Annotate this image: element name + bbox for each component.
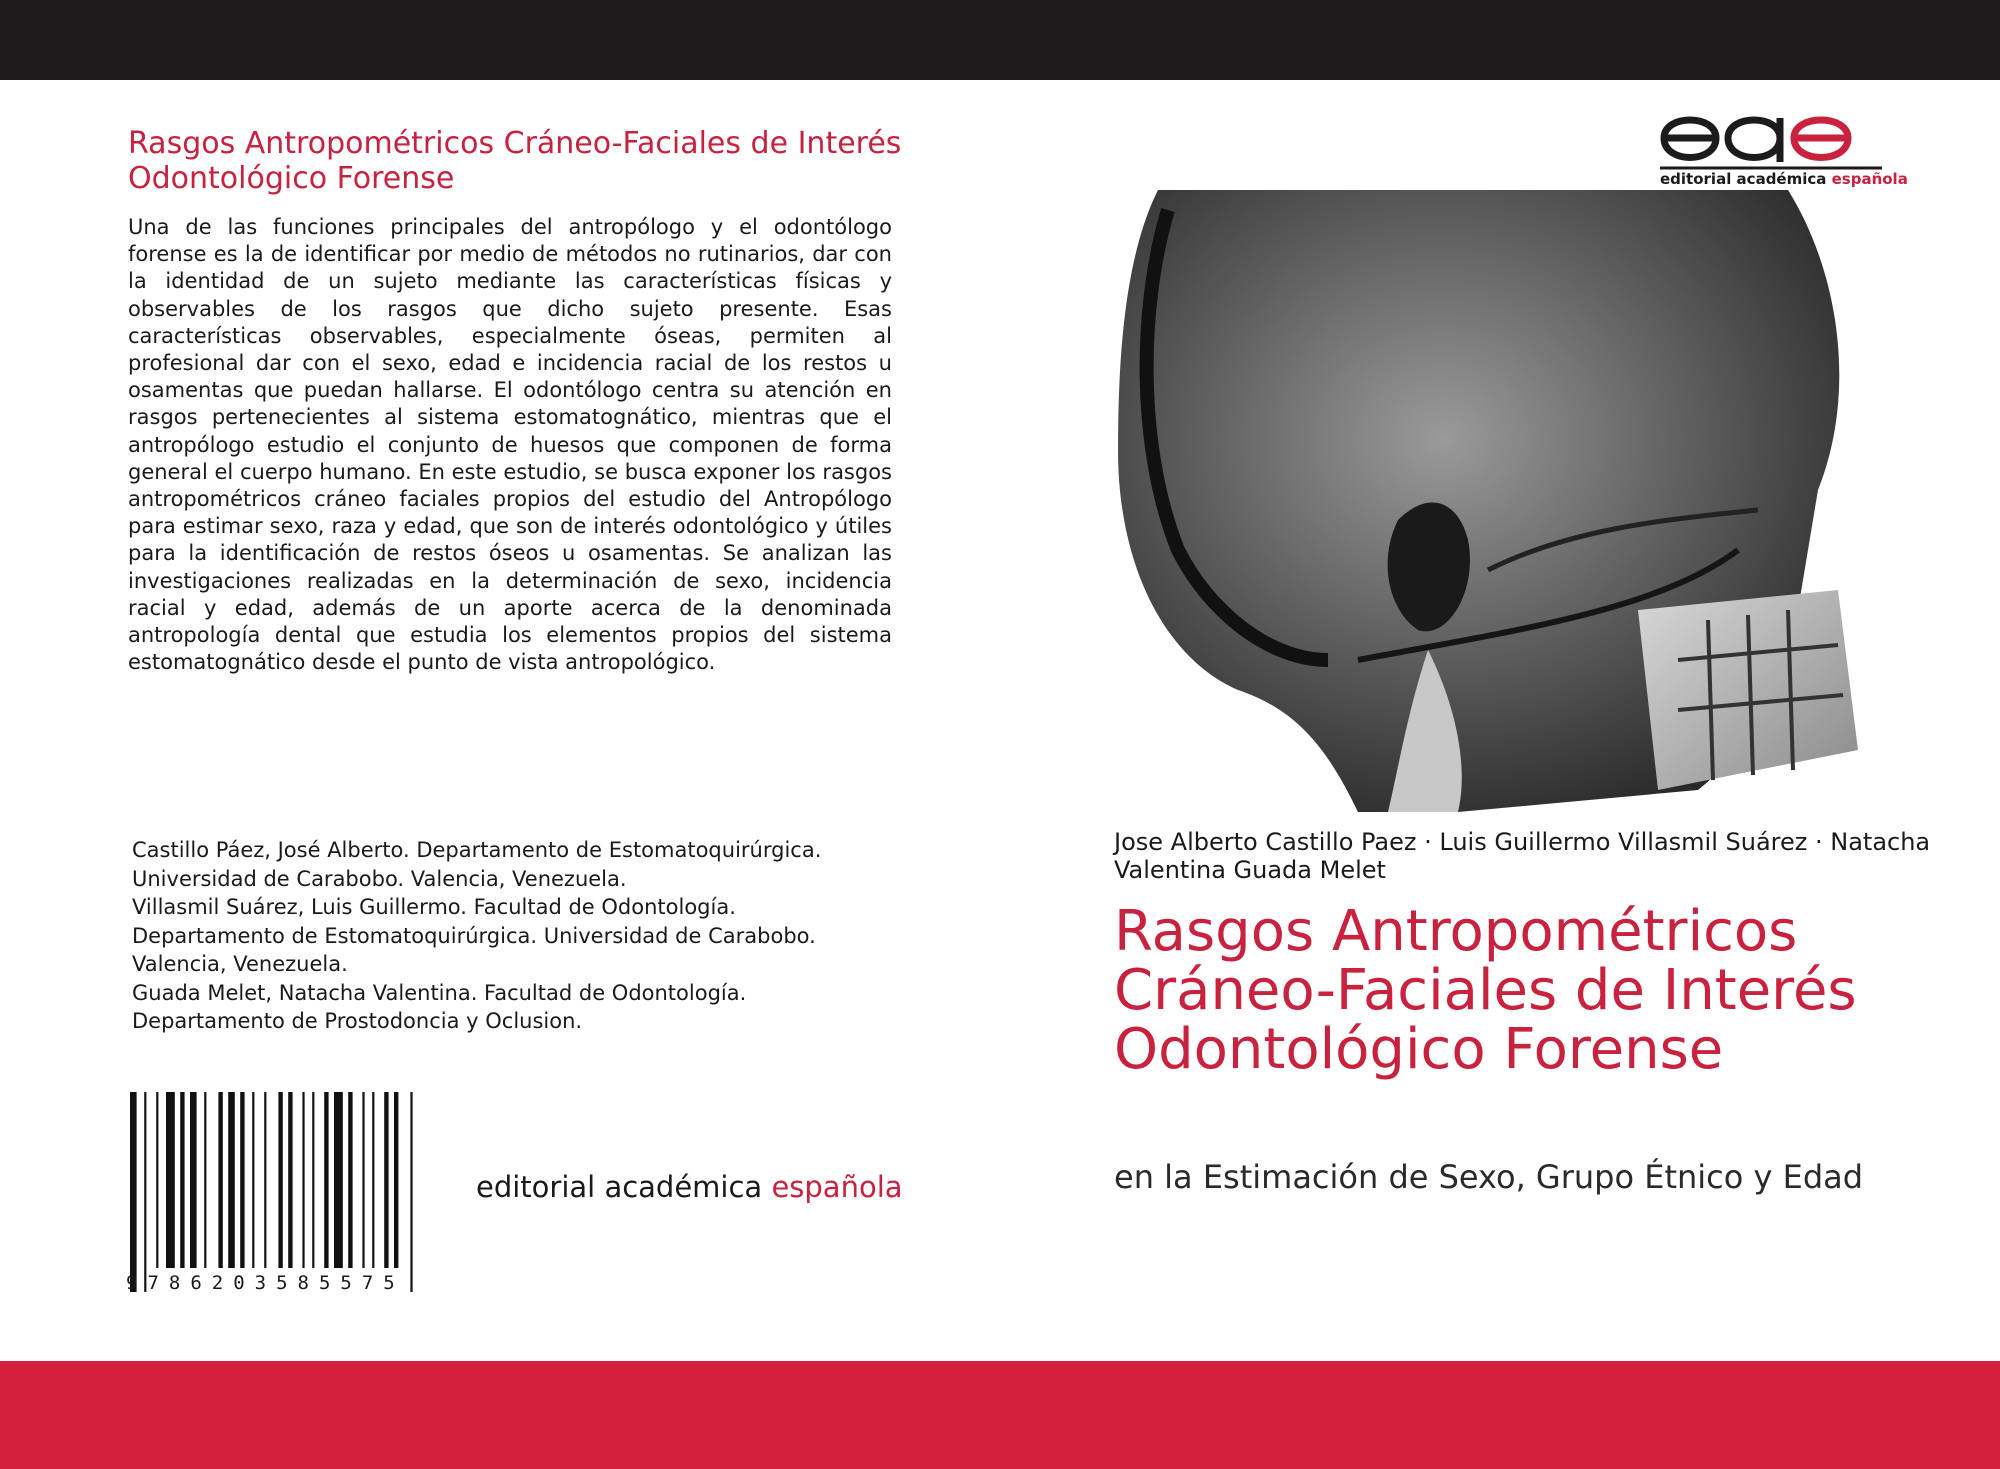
barcode-bar bbox=[190, 1092, 197, 1268]
barcode-bar bbox=[334, 1092, 343, 1268]
barcode-bar bbox=[312, 1092, 314, 1268]
logo-name-accent: española bbox=[1831, 170, 1908, 188]
publisher-name-accent: española bbox=[771, 1170, 903, 1204]
barcode-bar bbox=[240, 1092, 244, 1268]
front-cover-subtitle: en la Estimación de Sexo, Grupo Étnico y Edad bbox=[1114, 1158, 1864, 1196]
barcode-bar bbox=[324, 1092, 328, 1268]
barcode-bar bbox=[278, 1092, 282, 1268]
author-bio-line: Villasmil Suárez, Luis Guillermo. Facultad de Odontología. bbox=[132, 895, 736, 919]
barcode-bar bbox=[410, 1092, 412, 1292]
back-cover-blurb: Una de las funciones principales del antropólogo y el odontólogo forense es la de identificar por medio de métodos no rutinarios, dar con la identidad de un sujeto mediante las características físicas y observables de los rasgos que dicho sujeto presente. Esas características observables, especialmente óseas, permiten al profesional dar con el sexo, edad e incidencia racial de los restos u osamentas que puedan hallarse. El odontólogo centra su atención en rasgos pertenecientes al sistema estomatognático, mientras que el antropólogo estudio el conjunto de huesos que componen de forma general el cuerpo humano. En este estudio, se busca exponer los rasgos antropométricos cráneo faciales propios del estudio del Antropólogo para estimar sexo, raza y edad, que son de interés odontológico y útiles para la identificación de restos óseos u osamentas. Se analizan las investigaciones realizadas en la determinación de sexo, incidencia racial y edad, además de un aporte acerca de la denominada antropología dental que estudia los elementos propios del sistema estomatognático desde el punto de vista antropológico. bbox=[128, 215, 892, 675]
barcode-bar bbox=[156, 1092, 158, 1268]
back-cover-title: Rasgos Antropométricos Cráneo-Faciales de Interés Odontológico Forense bbox=[128, 126, 902, 196]
author-bio-line: Guada Melet, Natacha Valentina. Facultad de Odontología. bbox=[132, 980, 747, 1005]
top-bar bbox=[0, 0, 2000, 80]
author-bio-line: Castillo Páez, José Alberto. Departamento de Estomatoquirúrgica. bbox=[132, 838, 822, 862]
barcode-bar bbox=[394, 1092, 398, 1268]
author-bios bbox=[132, 836, 872, 1036]
barcode-bar bbox=[372, 1092, 374, 1268]
barcode-bar bbox=[144, 1092, 146, 1292]
author-bio-line: Valencia, Venezuela. bbox=[132, 952, 348, 976]
back-publisher-name bbox=[476, 1170, 903, 1204]
barcode-bar bbox=[204, 1092, 206, 1268]
barcode-bar bbox=[166, 1092, 175, 1268]
barcode-icon bbox=[126, 1092, 458, 1300]
isbn-digits: 9786203585575 bbox=[126, 1272, 405, 1294]
front-authors: Jose Alberto Castillo Paez · Luis Guillermo Villasmil Suárez · Natacha Valentina Guada Melet bbox=[1114, 828, 1931, 884]
barcode-bar bbox=[218, 1092, 222, 1268]
barcode-bar bbox=[288, 1092, 292, 1268]
author-bio-line: Departamento de Estomatoquirúrgica. Universidad de Carabobo. bbox=[132, 923, 816, 948]
author-bio-line: Universidad de Carabobo. Valencia, Venezuela. bbox=[132, 866, 627, 891]
barcode-bar bbox=[384, 1092, 388, 1268]
bottom-bar bbox=[0, 1361, 2000, 1469]
barcode-bar bbox=[180, 1092, 184, 1268]
skull-xray-image bbox=[1098, 190, 1870, 812]
barcode-bar bbox=[252, 1092, 254, 1268]
barcode-bar bbox=[228, 1092, 235, 1268]
barcode-bar bbox=[264, 1092, 266, 1268]
logo-name-main: editorial académica bbox=[1660, 170, 1832, 188]
barcode-bar bbox=[362, 1092, 364, 1268]
barcode-bar bbox=[302, 1092, 304, 1268]
front-cover-title: Rasgos Antropométricos Cráneo-Faciales de Interés Odontológico Forense bbox=[1114, 899, 1857, 1082]
barcode-bar bbox=[130, 1092, 137, 1292]
author-bio-line: Departamento de Prostodoncia y Oclusion. bbox=[132, 1009, 583, 1033]
publisher-name-main: editorial académica bbox=[476, 1170, 772, 1204]
barcode-bar bbox=[348, 1092, 352, 1268]
logo-publisher-name bbox=[1660, 170, 1908, 188]
